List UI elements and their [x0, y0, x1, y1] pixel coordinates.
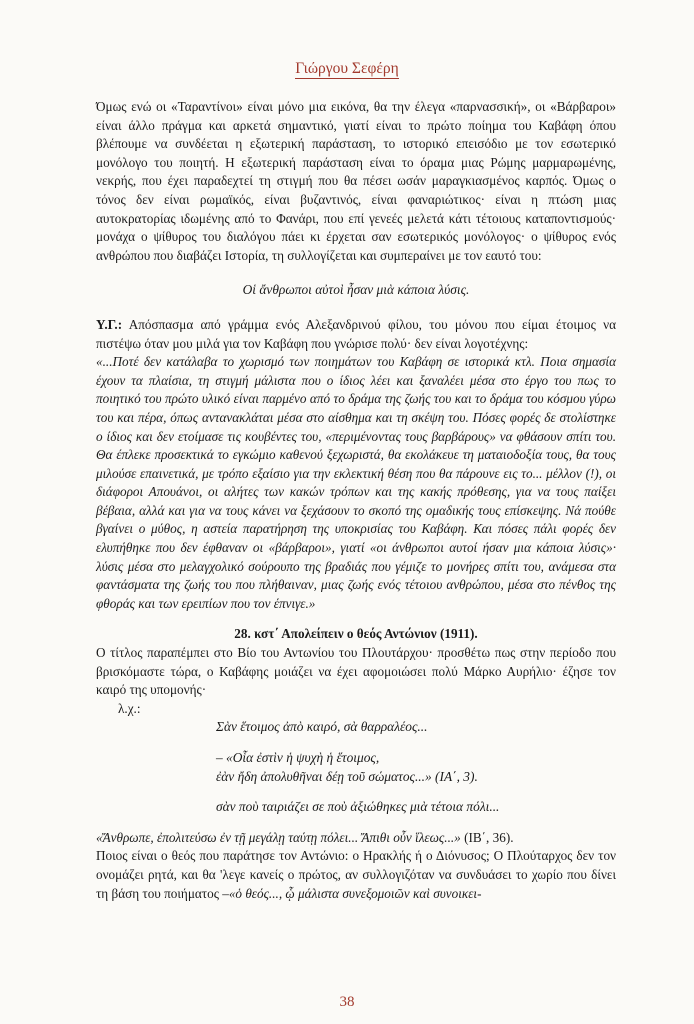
quote-2-text: «Ἄνθρωπε, ἐπολιτεύσω ἐν τῇ μεγάλῃ ταύτῃ πόλει... Ἄπιθι οὖν ἵλεως...»	[96, 829, 461, 845]
paragraph-2: Ο τίτλος παραπέμπει στο Βίο του Αντωνίου του Πλουτάρχου· προσθέτω πως στην περίοδο που βρισκόμαστε τώρα, ο Καβάφης μοιάζει να έχει αφομοιώσει πολύ Μάρκο Αυρήλιο· έζησε τον καιρό της υπομονής·	[96, 645, 616, 698]
quote-line: Οἱ ἄνθρωποι αὐτοὶ ἦσαν μιὰ κάποια λύσις.	[242, 282, 470, 298]
example-label: λ.χ.:	[118, 700, 141, 716]
running-header	[0, 60, 694, 78]
verse-3: σὰν ποὺ ταιριάζει σε ποὺ ἀξιώθηκες μιὰ τέτοια πόλι...	[216, 799, 500, 815]
paragraph-3-text: Ποιος είναι ο θεός που παράτησε τον Αντώνιο: ο Ηρακλής ή ο Διόνυσος; Ο Πλούταρχος δεν τον ονομάζει ρητά, και θα 'λεγε κανείς ο πρώτος, αν συλλογιζόταν να συνδυάσει το χωρίο που δίνει τη βάση του ποιήματος –	[96, 848, 616, 901]
header-author: Γιώργου Σεφέρη	[295, 60, 399, 77]
verse-2b: ἐὰν ἤδη ἀπολυθῆναι δέῃ τοῦ σώματος...» (ΙΑ΄, 3).	[216, 768, 478, 784]
postscript-label: Υ.Γ.:	[96, 316, 123, 332]
section-heading: 28. κστ΄ Απολείπειν ο θεός Αντώνιον (1911).	[234, 626, 478, 642]
verse-1: Σὰν ἕτοιμος ἀπὸ καιρό, σὰ θαρραλέος...	[216, 719, 428, 735]
page-body	[96, 98, 616, 903]
page-number: 38	[339, 994, 355, 1010]
postscript-intro	[96, 316, 616, 353]
postscript-text: Απόσπασμα από γράμμα ενός Αλεξανδρινού φίλου, του μόνου που είμαι έτοιμος να πιστέψω όταν μου μιλά για τον Καβάφη που γνώρισε πολύ· δεν είναι λογοτέχνης:	[96, 316, 616, 351]
paragraph-3-quote: «ὁ θεός..., ᾧ μάλιστα συνεξομοιῶν καὶ συνοικει-	[228, 885, 482, 901]
quote-2-ref: (ΙΒ΄, 36).	[464, 829, 514, 845]
paragraph-1: Όμως ενώ οι «Ταραντίνοι» είναι μόνο μια εικόνα, θα την έλεγα «παρνασσική», οι «Βάρβαροι» είναι άλλο πράγμα και αρκετά σημαντικό, γιατί είναι το πρώτο ποίημα του Καβάφη όπου βλέπουμε να συνδέεται η εξωτερική παράσταση, το ιστορικό επεισόδιο με τον εσωτερικό μονόλογο του ποιητή. Η εξωτερική παράσταση είναι το όραμα μιας Ρώμης μαρμαρωμένης, νεκρής, που έχει παραδεχτεί τη στιγμή που θα πέσει ωσάν μαραγκιασμένος καρπός. Όμως ο τόνος δεν είναι ρωμαϊκός, είναι βυζαντινός, είναι φαναριώτικος· είναι η πτώση μιας αυτοκρατορίας ιδωμένης από το Φανάρι, που επί γενεές μελετά κάτι τέτοιους καταποντισμούς· μονάχα ο ψίθυρος του διαλόγου πάει κι έρχεται σαν εσωτερικός μονόλογος· ο ψίθυρος ενός ανθρώπου που διαβάζει Ιστορία, τη συλλογίζεται και συμπεραίνει με τον εαυτό του:	[96, 99, 616, 263]
quote-2	[96, 829, 616, 848]
verse-2a: – «Οἷα ἐστὶν ἡ ψυχὴ ἡ ἕτοιμος,	[216, 750, 380, 765]
paragraph-3	[96, 847, 616, 903]
postscript-letter: «...Ποτέ δεν κατάλαβα το χωρισμό των ποιημάτων του Καβάφη σε ιστορικά κτλ. Ποια σημασία έχουν τα πλαίσια, τη στιγμή μάλιστα που ο ίδιος λέει και ξαναλέει μέσα στο έργο του πως το ποιητικό του πρώτο υλικό είναι παρμένο από το δράμα της ζωής του και το δράμα του κόσμου γύρω του και πέρα, όπως αντανακλάται μέσα στο αίσθημα και τη σκέψη του. Πόσες φορές δε στολίστηκε ο ίδιος και δεν ετοίμασε τις κουβέντες του, «περιμένοντας τους βαρβάρους» να φθάσουν σπίτι του. Θα έπλεκε προσεκτικά το εγκώμιο καθενού ξεχωριστά, θα εκολάκευε τη ματαιοδοξία τους, θα τους μιλούσε επαινετικά, με τρόπο εξαίσιο για την εκλεκτική θέση που θα πάρουνε εις το... μέλλον (!), οι διάφοροι Απουάνοι, οι αλήτες των κακών τρόπων και της κακής πρόθεσης, για να τους παίξει βέβαια, αλλά και για να τους κάνει να ξεχάσουν το σκοπό της ομαδικής τους επίσκεψης. Νά πούθε βγαίνει ο μύθος, η αστεία παρατήρηση της υποκρισίας του Καβάφη. Και πόσες πάλι φορές δεν ελυπήθηκε που δεν έφθαναν οι «βάρβαροι», γιατί «οι άνθρωποι αυτοί ήσαν μια κάποια λύσις»· λύσις μέσα στο μελαγχολικό σούρουπο της βραδιάς που γέμιζε το μονήρες σπίτι του, ανάμεσα στα φαντάσματα της ζωής του που πλήθαιναν, μιας ζωής ενός τέτοιου ανθρώπου, μέσα στο πένθος της φθοράς και των ερειπίων που τον έπνιγε.»	[96, 354, 616, 611]
